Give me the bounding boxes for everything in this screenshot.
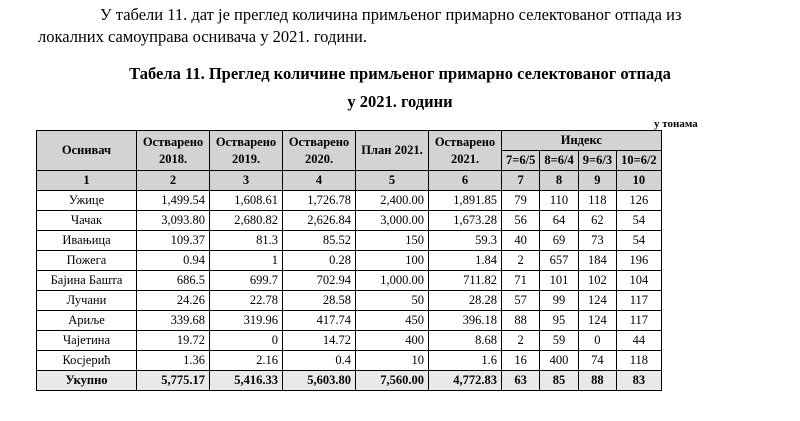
value-cell-i2: 59 bbox=[540, 331, 578, 351]
header-index-3: 9=6/3 bbox=[578, 151, 616, 171]
value-cell-v2019: 0 bbox=[210, 331, 283, 351]
value-cell-plan: 100 bbox=[356, 251, 429, 271]
founder-name-cell: Чајетина bbox=[37, 331, 137, 351]
value-cell-v2021: 1,891.85 bbox=[429, 191, 502, 211]
table-row bbox=[37, 351, 662, 371]
value-cell-i1: 2 bbox=[502, 251, 540, 271]
column-number: 8 bbox=[540, 171, 578, 191]
header-index-1: 7=6/5 bbox=[502, 151, 540, 171]
value-cell-v2019: 5,416.33 bbox=[210, 371, 283, 391]
value-cell-i1: 88 bbox=[502, 311, 540, 331]
value-cell-i1: 63 bbox=[502, 371, 540, 391]
value-cell-i2: 657 bbox=[540, 251, 578, 271]
value-cell-i2: 400 bbox=[540, 351, 578, 371]
value-cell-v2021: 711.82 bbox=[429, 271, 502, 291]
value-cell-v2018: 5,775.17 bbox=[137, 371, 210, 391]
value-cell-i3: 102 bbox=[578, 271, 616, 291]
value-cell-plan: 400 bbox=[356, 331, 429, 351]
value-cell-i4: 117 bbox=[617, 291, 662, 311]
founder-name-cell: Чачак bbox=[37, 211, 137, 231]
value-cell-v2020: 28.58 bbox=[283, 291, 356, 311]
column-number: 3 bbox=[210, 171, 283, 191]
value-cell-i3: 118 bbox=[578, 191, 616, 211]
value-cell-i3: 184 bbox=[578, 251, 616, 271]
founder-name-cell: Ариље bbox=[37, 311, 137, 331]
value-cell-i3: 124 bbox=[578, 291, 616, 311]
value-cell-v2020: 1,726.78 bbox=[283, 191, 356, 211]
value-cell-v2018: 1.36 bbox=[137, 351, 210, 371]
table-row bbox=[37, 191, 662, 211]
header-founder: Оснивач bbox=[37, 131, 137, 171]
table-row bbox=[37, 211, 662, 231]
column-number: 10 bbox=[617, 171, 662, 191]
value-cell-v2018: 0.94 bbox=[137, 251, 210, 271]
value-cell-v2021: 1.6 bbox=[429, 351, 502, 371]
value-cell-v2021: 1.84 bbox=[429, 251, 502, 271]
header-index-2: 8=6/4 bbox=[540, 151, 578, 171]
intro-line-2: локалних самоуправа оснивача у 2021. години. bbox=[38, 27, 367, 46]
value-cell-i3: 74 bbox=[578, 351, 616, 371]
value-cell-i4: 126 bbox=[617, 191, 662, 211]
header-2019: Остварено 2019. bbox=[210, 131, 283, 171]
table-caption-line-1: Табела 11. Преглед количине примљеног примарно селектованог отпада bbox=[129, 64, 671, 83]
column-number: 4 bbox=[283, 171, 356, 191]
column-number: 1 bbox=[37, 171, 137, 191]
value-cell-v2021: 396.18 bbox=[429, 311, 502, 331]
value-cell-i4: 83 bbox=[617, 371, 662, 391]
value-cell-v2019: 699.7 bbox=[210, 271, 283, 291]
intro-paragraph bbox=[38, 4, 778, 48]
value-cell-plan: 1,000.00 bbox=[356, 271, 429, 291]
value-cell-i4: 104 bbox=[617, 271, 662, 291]
value-cell-v2021: 4,772.83 bbox=[429, 371, 502, 391]
value-cell-v2018: 109.37 bbox=[137, 231, 210, 251]
table-row bbox=[37, 251, 662, 271]
value-cell-i2: 69 bbox=[540, 231, 578, 251]
column-number: 2 bbox=[137, 171, 210, 191]
value-cell-v2019: 1 bbox=[210, 251, 283, 271]
value-cell-v2020: 417.74 bbox=[283, 311, 356, 331]
value-cell-plan: 3,000.00 bbox=[356, 211, 429, 231]
value-cell-i4: 118 bbox=[617, 351, 662, 371]
table-row bbox=[37, 231, 662, 251]
value-cell-v2018: 24.26 bbox=[137, 291, 210, 311]
value-cell-i3: 62 bbox=[578, 211, 616, 231]
founder-name-cell: Бајина Башта bbox=[37, 271, 137, 291]
value-cell-v2020: 85.52 bbox=[283, 231, 356, 251]
value-cell-plan: 450 bbox=[356, 311, 429, 331]
founder-name-cell: Ужице bbox=[37, 191, 137, 211]
founder-name-cell: Косјерић bbox=[37, 351, 137, 371]
value-cell-i1: 71 bbox=[502, 271, 540, 291]
value-cell-v2020: 0.28 bbox=[283, 251, 356, 271]
founder-name-cell: Лучани bbox=[37, 291, 137, 311]
value-cell-plan: 10 bbox=[356, 351, 429, 371]
column-number-row bbox=[37, 171, 662, 191]
value-cell-i3: 88 bbox=[578, 371, 616, 391]
value-cell-v2019: 319.96 bbox=[210, 311, 283, 331]
value-cell-i1: 2 bbox=[502, 331, 540, 351]
value-cell-plan: 2,400.00 bbox=[356, 191, 429, 211]
column-number: 6 bbox=[429, 171, 502, 191]
founder-name-cell: Укупно bbox=[37, 371, 137, 391]
value-cell-i1: 79 bbox=[502, 191, 540, 211]
table-row bbox=[37, 291, 662, 311]
value-cell-v2018: 1,499.54 bbox=[137, 191, 210, 211]
value-cell-i2: 99 bbox=[540, 291, 578, 311]
value-cell-v2018: 3,093.80 bbox=[137, 211, 210, 231]
header-index-4: 10=6/2 bbox=[617, 151, 662, 171]
value-cell-v2019: 81.3 bbox=[210, 231, 283, 251]
unit-label: у тонама bbox=[654, 118, 698, 130]
value-cell-i1: 16 bbox=[502, 351, 540, 371]
value-cell-v2021: 8.68 bbox=[429, 331, 502, 351]
value-cell-i1: 57 bbox=[502, 291, 540, 311]
header-2018: Остварено 2018. bbox=[137, 131, 210, 171]
value-cell-i1: 40 bbox=[502, 231, 540, 251]
value-cell-i4: 44 bbox=[617, 331, 662, 351]
column-number: 9 bbox=[578, 171, 616, 191]
value-cell-i3: 0 bbox=[578, 331, 616, 351]
value-cell-v2021: 59.3 bbox=[429, 231, 502, 251]
value-cell-i2: 101 bbox=[540, 271, 578, 291]
value-cell-v2020: 702.94 bbox=[283, 271, 356, 291]
column-number: 7 bbox=[502, 171, 540, 191]
table-row bbox=[37, 331, 662, 351]
value-cell-i1: 56 bbox=[502, 211, 540, 231]
header-plan-2021: План 2021. bbox=[356, 131, 429, 171]
value-cell-plan: 150 bbox=[356, 231, 429, 251]
value-cell-v2020: 14.72 bbox=[283, 331, 356, 351]
founder-name-cell: Ивањица bbox=[37, 231, 137, 251]
table-caption-line-2: у 2021. години bbox=[347, 92, 453, 111]
value-cell-i2: 95 bbox=[540, 311, 578, 331]
value-cell-i4: 54 bbox=[617, 211, 662, 231]
value-cell-v2018: 19.72 bbox=[137, 331, 210, 351]
value-cell-plan: 7,560.00 bbox=[356, 371, 429, 391]
intro-line-1: У табели 11. дат је преглед количина примљеног примарно селектованог отпада из bbox=[100, 5, 682, 24]
table-row bbox=[37, 311, 662, 331]
header-index: Индекс bbox=[502, 131, 662, 151]
value-cell-plan: 50 bbox=[356, 291, 429, 311]
value-cell-v2021: 28.28 bbox=[429, 291, 502, 311]
value-cell-i4: 54 bbox=[617, 231, 662, 251]
value-cell-v2019: 1,608.61 bbox=[210, 191, 283, 211]
value-cell-v2021: 1,673.28 bbox=[429, 211, 502, 231]
value-cell-i3: 73 bbox=[578, 231, 616, 251]
value-cell-v2018: 339.68 bbox=[137, 311, 210, 331]
value-cell-i2: 110 bbox=[540, 191, 578, 211]
value-cell-v2018: 686.5 bbox=[137, 271, 210, 291]
value-cell-i3: 124 bbox=[578, 311, 616, 331]
value-cell-v2019: 22.78 bbox=[210, 291, 283, 311]
value-cell-i2: 85 bbox=[540, 371, 578, 391]
value-cell-i4: 117 bbox=[617, 311, 662, 331]
founder-name-cell: Пожега bbox=[37, 251, 137, 271]
waste-table bbox=[36, 130, 662, 391]
table-row bbox=[37, 271, 662, 291]
value-cell-v2020: 0.4 bbox=[283, 351, 356, 371]
value-cell-v2020: 2,626.84 bbox=[283, 211, 356, 231]
total-row bbox=[37, 371, 662, 391]
header-2021: Остварено 2021. bbox=[429, 131, 502, 171]
value-cell-i4: 196 bbox=[617, 251, 662, 271]
value-cell-i2: 64 bbox=[540, 211, 578, 231]
value-cell-v2020: 5,603.80 bbox=[283, 371, 356, 391]
column-number: 5 bbox=[356, 171, 429, 191]
value-cell-v2019: 2,680.82 bbox=[210, 211, 283, 231]
value-cell-v2019: 2.16 bbox=[210, 351, 283, 371]
header-2020: Остварено 2020. bbox=[283, 131, 356, 171]
